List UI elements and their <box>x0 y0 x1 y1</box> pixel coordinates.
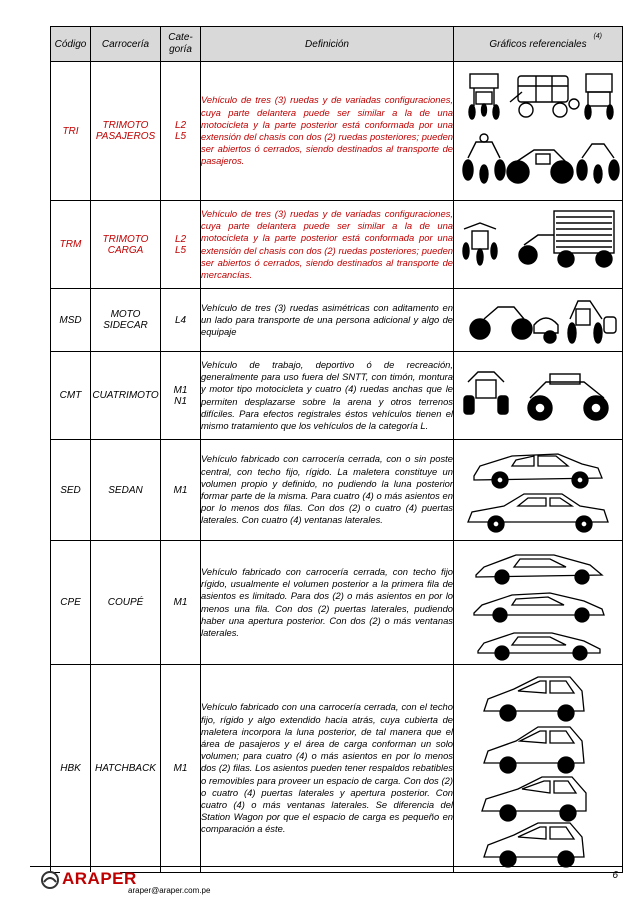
table-row <box>51 665 623 873</box>
row-definition: Vehículo fabricado con carrocería cerrada, con techo fijo rígido, usualmente el volumen posterior a la primera fila de asientos es limitado. Para dos (2) o más asientos en por lo menos una fila. Con dos (2) puertas laterales, pudiendo haber una apertura posterior. Con dos (2) o más ventanas laterales. <box>201 541 454 665</box>
row-code: CMT <box>51 352 91 440</box>
table-row <box>51 62 623 201</box>
row-body: HATCHBACK <box>91 665 161 873</box>
table-row <box>51 352 623 440</box>
row-code: HBK <box>51 665 91 873</box>
row-definition: Vehículo de tres (3) ruedas y de variadas configuraciones, cuya parte delantera puede ser similar a la de una motocicleta y la parte posterior está conformada por una extensión del chasis con dos (2) ruedas posteriores; pueden ser abiertos ó cerrados, siendo destinados al transporte de pasajeros. <box>201 62 454 201</box>
row-category: L4 <box>161 289 201 352</box>
header-definition: Definición <box>201 27 454 62</box>
header-code: Código <box>51 27 91 62</box>
row-body: TRIMOTO PASAJEROS <box>91 62 161 201</box>
row-body: MOTO SIDECAR <box>91 289 161 352</box>
row-definition: Vehículo fabricado con una carrocería cerrada, con el techo fijo, rígido y algo extendido hacia atrás, cuya cubierta de maletera incorpora la luna posterior, de tal manera que el área de pasajeros y el área de carga conforman un solo volumen; para cuatro (4) o más asientos en por lo menos dos (2) filas. Los asientos pueden tener respaldos rebatibles o removibles para proveer un espacio de carga. Con dos (2) o cuatro (4) puertas laterales y apertura posterior. Con cuatro (4) o más ventanas laterales. Se diferencia del Station Wagon por que el espacio de carga es pequeño en comparación a éste. <box>201 665 454 873</box>
row-definition: Vehículo de tres (3) ruedas asimétricas con aditamento en un lado para transporte de una persona adicional y algo de equipaje <box>201 289 454 352</box>
quad-graphic <box>454 352 623 440</box>
sidecar-icon <box>454 289 623 351</box>
three-wheeler-passenger-icon <box>454 62 623 200</box>
row-definition: Vehículo de trabajo, deportivo ó de recreación, generalmente para uso fuera del SNTT, con timón, montura y motor tipo motocicleta y cuatro (4) ruedas anchas que le permiten desplazarse sobre la arena y otros terrenos difíciles. Para efectos registrales éstos vehículos tienen el mismo tratamiento que los vehículos de la categoría L. <box>201 352 454 440</box>
header-body: Carrocería <box>91 27 161 62</box>
row-definition: Vehículo de tres (3) ruedas y de variadas configuraciones, cuya parte delantera puede ser similar a la de una motocicleta y la parte posterior está conformada por una extensión del chasis con dos (2) ruedas posteriores; pueden ser abiertos ó cerrados, siendo destinados al transporte de mercancías. <box>201 201 454 289</box>
row-code: MSD <box>51 289 91 352</box>
row-category: L2 L5 <box>161 201 201 289</box>
quad-icon <box>454 352 623 439</box>
hatchback-graphic <box>454 665 623 873</box>
sedan-icon <box>454 440 623 540</box>
coupe-icon <box>454 541 623 664</box>
table-row <box>51 440 623 541</box>
trimoto-passenger-graphic <box>454 62 623 201</box>
row-category: M1 <box>161 541 201 665</box>
row-definition: Vehículo fabricado con carrocería cerrada, con o sin poste central, con techo fijo, rígido. La maletera constituye un volumen propio y definido, no pudiendo la luna posterior formar parte de la misma. Para cuatro (4) o más asientos en por lo menos dos filas. Con dos (2) o cuatro (4) puertas laterales. Con cuatro (4) ventanas laterales. <box>201 440 454 541</box>
row-code: TRM <box>51 201 91 289</box>
row-category: M1 <box>161 440 201 541</box>
row-code: TRI <box>51 62 91 201</box>
row-body: COUPÉ <box>91 541 161 665</box>
header-graphics-label: Gráficos referenciales <box>489 38 587 50</box>
header-graphics-note: (4) <box>593 33 602 40</box>
footer-logo-text: ARAPER <box>62 869 137 888</box>
vehicle-classification-table <box>50 26 623 873</box>
sidecar-graphic <box>454 289 623 352</box>
footer-email[interactable]: araper@araper.com.pe <box>128 886 211 895</box>
table-row <box>51 541 623 665</box>
table-row <box>51 289 623 352</box>
row-body: SEDAN <box>91 440 161 541</box>
coupe-graphic <box>454 541 623 665</box>
row-code: SED <box>51 440 91 541</box>
header-category: Cate- goría <box>161 27 201 62</box>
footer-divider <box>30 866 622 867</box>
row-category: L2 L5 <box>161 62 201 201</box>
sedan-graphic <box>454 440 623 541</box>
table-header-row <box>51 27 623 62</box>
three-wheeler-cargo-icon <box>454 201 623 288</box>
row-category: M1 N1 <box>161 352 201 440</box>
trimoto-cargo-graphic <box>454 201 623 289</box>
page-number: 6 <box>612 870 618 881</box>
table-row <box>51 201 623 289</box>
hatchback-icon <box>454 665 623 872</box>
row-body: CUATRIMOTO <box>91 352 161 440</box>
header-graphics <box>454 27 623 62</box>
row-category: M1 <box>161 665 201 873</box>
row-code: CPE <box>51 541 91 665</box>
row-body: TRIMOTO CARGA <box>91 201 161 289</box>
